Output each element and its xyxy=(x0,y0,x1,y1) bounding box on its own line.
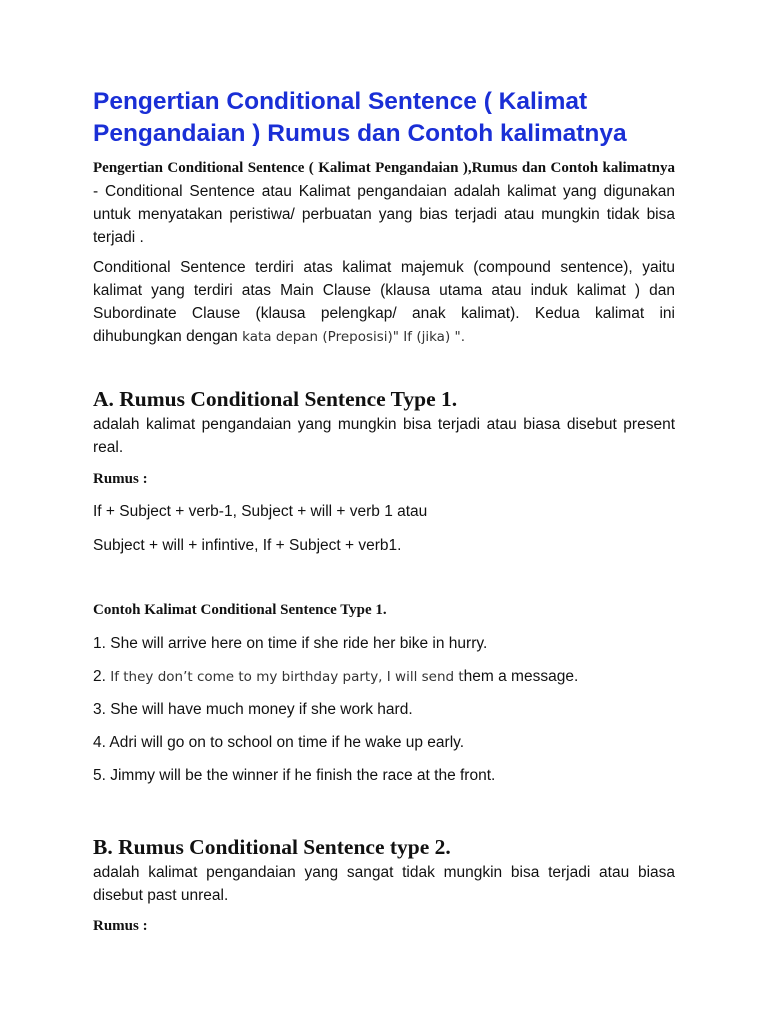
example-2 xyxy=(93,667,675,687)
section-a-formula-2: Subject + will + infintive, If + Subject + verb1. xyxy=(93,537,402,554)
section-a-formula-1: If + Subject + verb-1, Subject + will + verb 1 atau xyxy=(93,503,428,520)
section-b-heading: B. Rumus Conditional Sentence type 2. xyxy=(93,835,451,859)
definition-paragraph xyxy=(93,256,675,349)
section-b-rumus-label: Rumus : xyxy=(93,918,148,934)
page-title: Pengertian Conditional Sentence ( Kalimat Pengandaian ) Rumus dan Contoh kalimatnya xyxy=(93,88,627,147)
section-a-description: adalah kalimat pengandaian yang mungkin bisa terjadi atau biasa disebut present real. xyxy=(93,416,675,456)
example-5: 5. Jimmy will be the winner if he finish the race at the front. xyxy=(93,767,496,784)
section-a-rumus-label: Rumus : xyxy=(93,471,148,487)
section-a-heading: A. Rumus Conditional Sentence Type 1. xyxy=(93,387,458,411)
example-2-number: 2. xyxy=(93,668,111,685)
example-2-rest: hem a message. xyxy=(463,668,579,685)
section-b-description: adalah kalimat pengandaian yang sangat tidak mungkin bisa terjadi atau biasa disebut past unreal. xyxy=(93,864,675,904)
example-1: 1. She will arrive here on time if she ride her bike in hurry. xyxy=(93,635,488,652)
definition-preposition: kata depan (Preposisi)" If (jika) ". xyxy=(242,329,466,345)
intro-lead: Pengertian Conditional Sentence ( Kalimat Pengandaian ),Rumus dan Contoh kalimatnya xyxy=(93,160,675,176)
example-4: 4. Adri will go on to school on time if he wake up early. xyxy=(93,734,465,751)
intro-text: - Conditional Sentence atau Kalimat pengandaian adalah kalimat yang digunakan untuk menyatakan peristiwa/ perbuatan yang bias terjadi atau mungkin tidak bisa terjadi . xyxy=(93,183,675,246)
example-2-light-text: If they don’t come to my birthday party, I will send t xyxy=(110,669,464,685)
definition-text: Conditional Sentence terdiri atas kalimat majemuk (compound sentence), yaitu kalimat yang terdiri atas Main Clause (klausa utama atau induk kalimat ) dan Subordinate Clause (klausa pelengkap/ anak kalimat). Kedua kalimat ini dihubungkan dengan xyxy=(93,259,675,345)
example-3: 3. She will have much money if she work hard. xyxy=(93,701,413,718)
intro-paragraph xyxy=(93,156,675,249)
section-a-examples-label: Contoh Kalimat Conditional Sentence Type 1. xyxy=(93,602,387,618)
